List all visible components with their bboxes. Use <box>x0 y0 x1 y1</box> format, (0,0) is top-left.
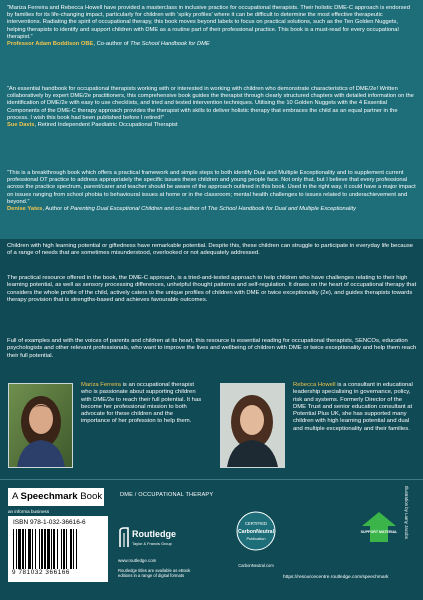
endorsement-quote <box>7 86 417 129</box>
author-name: Rebecca Howell <box>293 382 336 388</box>
quote-role: , Author of Parenting Dual Exceptional Children and co-author of The School Handbook for Dual and Multiple Exceptionality <box>42 206 356 213</box>
barcode-bar <box>73 529 74 569</box>
quote-role: , Co-author of The School Handbook for DME <box>93 41 210 48</box>
svg-text:CERTIFIED: CERTIFIED <box>244 521 268 526</box>
quote-author: Denise Yates <box>7 206 43 213</box>
routledge-group: Taylor & Francis Group <box>132 541 172 546</box>
description-paragraph: Children with high learning potential or giftedness have remarkable potential. Despite this, these children can struggle to participate in everyday life because of a range of needs that are sometimes misunderstood, overlooked or not adequately addressed. <box>7 243 414 257</box>
barcode-bar <box>53 529 55 569</box>
quote-author: Sue Davis <box>7 122 35 129</box>
endorsement-quote <box>7 170 417 213</box>
informa-tagline: an informa business <box>8 509 50 514</box>
barcode-bar <box>39 529 40 569</box>
svg-text:SUPPORT MATERIAL: SUPPORT MATERIAL <box>360 530 398 534</box>
barcode-bar <box>76 529 77 569</box>
description-paragraph: The practical resource offered in the book, the DME-C approach, is a tried-and-tested approach to help children who have challenges relating to their high learning potential, as well as sensory processing differences, unhelpful thought patterns and self-regulation. It draws on the heart of occupational therapy that considers the whole profile of the child, actively caters to the unique profiles of children with DME or twice exceptionality (2e), and guides therapists towards therapy provision that is strengths-based and achieves favourable outcomes. <box>7 275 417 304</box>
quote-text: “Mariza Ferreira and Rebecca Howell have provided a masterclass in inclusive practice for occupational therapists. Their holistic DME-C approach is endorsed by families for its life-changing impact, particularly for children with ‘spiky profiles’ where it can be difficult to determine the most effective therapeutic interventions. Radiating the spirit of occupational therapy, this book moves beyond labels to focus on practical solutions, such as the Ten Golden Nuggets, helping therapists to identify and support children with DME as a routine part of their professional practice. This book is a must-read for every occupational therapist.” <box>7 5 410 40</box>
ebook-note: Routledge titles are available as eBook editions in a range of digital formats <box>118 568 191 579</box>
barcode-bar <box>47 529 50 569</box>
barcode-bar <box>28 529 31 569</box>
author-photo-mariza <box>8 383 73 468</box>
barcode-bar <box>70 529 72 569</box>
quote-author: Professor Adam Boddison OBE <box>7 41 94 48</box>
carbon-neutral-site: CarbonNeutral.com <box>238 563 274 568</box>
quote-attribution <box>7 41 417 48</box>
barcode-bar <box>51 529 52 569</box>
barcode-bars <box>13 529 103 569</box>
quote-attribution <box>7 206 417 213</box>
barcode-bar <box>18 529 21 569</box>
author-bio-text: is an occupational therapist who is passionate about supporting children with DME/2e to reach their full potential. It has become her professional mission to both advocate for these children and the importance of her profession to help them. <box>81 382 202 425</box>
isbn-barcode <box>8 516 108 582</box>
quote-text: “An essential handbook for occupational therapists working with or interested in working with children who demonstrate characteristics of DME/2e! Written collaboratively by expert DME/2e practitioners, this comprehensive book guides the therapist through clearly structured chapters with detailed information on the identification of DME/2e with easy to use checklists, and tried and tested intervention techniques. Utilising the 10 Golden Nuggets with the 4 Essential Components of the DME-C therapy approach provides the therapist with skills to deliver holistic therapy that embraces the child as an equal partner in the process. I wish this book had been published before I retired!” <box>7 86 414 121</box>
description-paragraph: Full of examples and with the voices of parents and children at its heart, this resource is essential reading for occupational therapists, SENCOs, education psychologists and other relevant professionals, who want to improve the lives and wellbeing of children with DME or twice exceptionality and help them reach their full potential. <box>7 338 417 359</box>
barcode-digits: 9 781032 366166 <box>12 569 71 576</box>
category-label: DME / OCCUPATIONAL THERAPY <box>120 492 214 498</box>
endorsement-quote <box>7 5 417 48</box>
isbn-number: ISBN 978-1-032-36616-6 <box>13 519 86 526</box>
illustrator-credit: Illustration by Lamy Jacobs <box>404 486 409 539</box>
routledge-url: www.routledge.com <box>118 558 157 563</box>
barcode-bar <box>63 529 65 569</box>
barcode-bar <box>61 529 62 569</box>
barcode-bar <box>16 529 17 569</box>
barcode-bar <box>35 529 36 569</box>
author-bio-text: is a consultant in educational leadership specialising in governance, policy, risk and systems. Formerly Director of the DME Trust and senior education consultant at Potential Plus UK, she has supported many children with high learning potential and dual and multiple exceptionality and their families. <box>293 382 413 432</box>
endorsements-panel <box>0 0 423 239</box>
author-bio-rebecca <box>293 382 415 433</box>
routledge-name: Routledge <box>132 529 176 539</box>
svg-text:Publication: Publication <box>246 536 266 541</box>
barcode-bar <box>22 529 24 569</box>
routledge-logo-icon <box>118 527 130 549</box>
barcode-bar <box>32 529 33 569</box>
barcode-bar <box>66 529 67 569</box>
carbon-neutral-badge <box>234 510 278 552</box>
resource-centre-link[interactable]: https://resourcecentre.routledge.com/speechmark <box>283 575 389 580</box>
author-bio-mariza <box>81 382 203 426</box>
quote-attribution <box>7 122 417 129</box>
barcode-bar <box>57 529 58 569</box>
author-photo-rebecca <box>220 383 285 468</box>
support-material-badge <box>360 510 398 544</box>
quote-text: “This is a breakthrough book which offers a practical framework and simple steps to both identify Dual and Multiple Exceptionality and to supplement current professional OT practice to address appropriately the specific issues these children and young people face. Not only that, but I believe that every professional across the practice spectrum, parent/carer and teacher should be aware of the approach outlined in this book. Used in the right way, it could have a major impact on issues ranging from school phobia to behavioural issues at home or in the classroom; mental health challenges to issues related to underachievement and beyond.” <box>7 170 416 205</box>
svg-text:CarbonNeutral: CarbonNeutral <box>237 529 275 535</box>
divider <box>0 479 423 480</box>
barcode-bar <box>44 529 46 569</box>
barcode-bar <box>41 529 43 569</box>
barcode-bar <box>25 529 26 569</box>
author-name: Mariza Ferreira <box>81 382 121 388</box>
barcode-bar <box>13 529 14 569</box>
speechmark-logo: A Speechmark Book <box>8 488 104 506</box>
quote-role: , Retired Independent Paediatric Occupational Therapist <box>34 122 178 129</box>
